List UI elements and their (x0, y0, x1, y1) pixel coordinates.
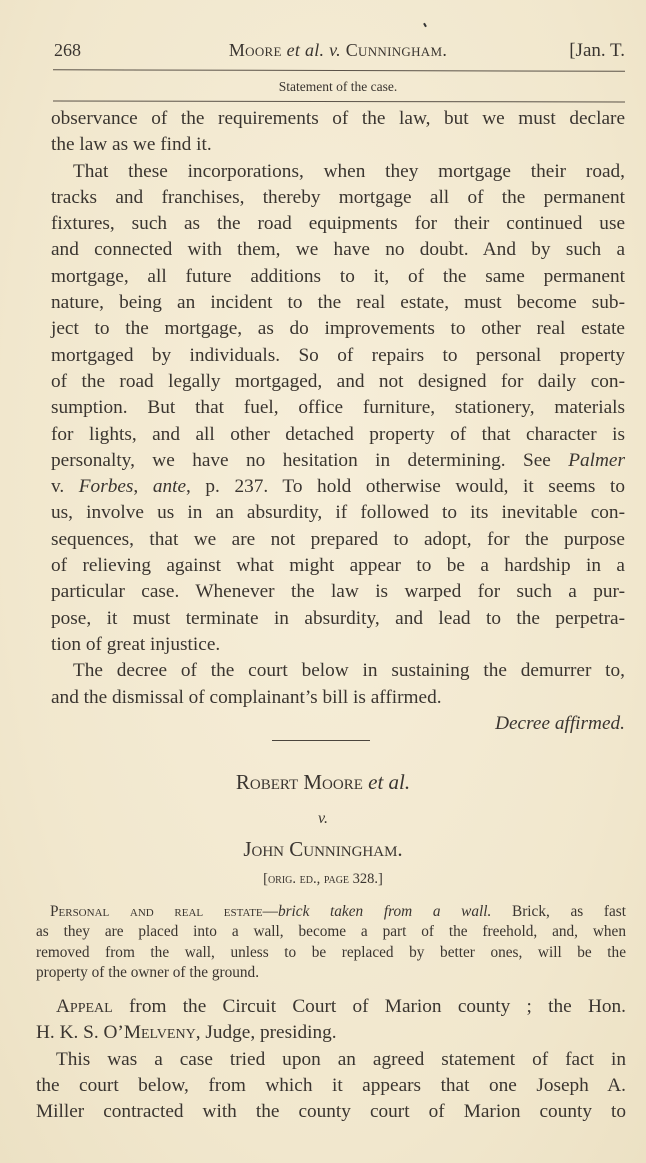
text-line: This was a case tried upon an agreed statement of fact in (56, 1048, 626, 1070)
text-line: The decree of the court below in sustaining the demurrer to, (73, 660, 625, 682)
text-line: the law as we find it. (51, 134, 212, 156)
case-citation-forbes: Forbes (78, 476, 134, 498)
title-party-2: Cunningham. (345, 40, 448, 60)
headnote-lines (36, 922, 626, 983)
judge-name: Melveny (123, 1022, 196, 1044)
running-header (51, 40, 625, 64)
term-label: [Jan. T. (569, 40, 625, 61)
opinion-lines-2 (51, 500, 625, 710)
text-line: property of the owner of the ground. (36, 963, 260, 981)
subheader-rule (53, 101, 625, 103)
text-line: fixtures, such as the road equipments for their continued use (51, 213, 625, 235)
text-span: from the Circuit Court of Marion county ; the Hon. (112, 996, 626, 1017)
plaintiff-et-al: et al. (362, 770, 411, 794)
appeal-caps: Appeal (56, 996, 113, 1017)
text-line: ject to the mortgage, as do improvements to other real estate (51, 318, 625, 340)
text-span: personalty, we have no hesitation in determining. See (51, 449, 569, 471)
text-span: , p. 237. To hold otherwise would, it seems to (186, 476, 626, 498)
text-line: tion of great injustice. (51, 633, 221, 655)
headnote (36, 902, 626, 983)
plaintiff-caps: Robert Moore (235, 770, 363, 794)
text-line: observance of the requirements of the law, but we must declare (51, 108, 625, 129)
case-statement (36, 994, 626, 1125)
text-line (51, 474, 625, 500)
running-title (51, 40, 625, 61)
text-line: the court below, from which it appears that one Joseph A. (36, 1074, 626, 1096)
plaintiff-name (0, 770, 646, 795)
judge-line (36, 1020, 626, 1046)
headnote-subtopic: brick taken from a wall. (277, 903, 492, 920)
text-line: and connected with them, we have no doubt. And by such a (51, 239, 625, 261)
text-span: Brick, as fast (491, 903, 626, 920)
text-line: us, involve us in an absurdity, if followed to its inevitable con- (51, 502, 625, 524)
text-line: tracks and franchises, thereby mortgage all of the permanent (51, 186, 625, 208)
text-line: That these incorporations, when they mortgage their road, (73, 160, 625, 182)
text-span: , Judge, presiding. (195, 1022, 337, 1044)
case-citation-palmer: Palmer (568, 449, 625, 471)
title-et-al: et al. v. (281, 40, 346, 60)
section-subheader: Statement of the case. (278, 79, 398, 94)
defendant-name: John Cunningham. (243, 837, 403, 861)
opinion-text (51, 106, 625, 737)
title-party-1: Moore (228, 40, 282, 60)
opinion-lines-1 (51, 106, 625, 448)
versus: v. (318, 810, 328, 827)
text-line (51, 448, 625, 474)
text-line: for lights, and all other detached property of that character is (51, 423, 625, 445)
text-line: of the road legally mortgaged, and not designed for daily con- (51, 370, 625, 392)
text-span: v. (51, 476, 79, 498)
text-line: mortgage, all future additions to it, of the same permanent (51, 265, 625, 287)
text-span: , (133, 476, 153, 498)
original-edition-ref: [orig. ed., page 328.] (263, 871, 383, 887)
text-line: nature, being an incident to the real estate, must become sub- (51, 292, 625, 314)
text-line: mortgaged by individuals. So of repairs to personal property (51, 344, 625, 366)
text-line: Miller contracted with the county court of Marion county to (36, 1101, 626, 1123)
headnote-topic: Personal and real estate (50, 903, 263, 920)
text-line: and the dismissal of complainant’s bill is affirmed. (51, 686, 442, 708)
text-line: of relieving against what might appear to be a hardship in a (51, 555, 625, 577)
headnote-line (36, 902, 626, 922)
text-line: removed from the wall, unless to be replaced by better ones, will be the (36, 943, 626, 961)
decree-affirmed: Decree affirmed. (495, 712, 625, 734)
case-separator-rule (272, 740, 370, 741)
text-line: particular case. Whenever the law is warped for such a pur- (51, 581, 625, 603)
text-span: — (262, 903, 278, 920)
text-line: sumption. But that fuel, office furniture, stationery, materials (51, 397, 625, 419)
ink-speck (423, 23, 427, 27)
text-line: sequences, that we are not prepared to adopt, for the purpose (51, 528, 625, 550)
text-line: as they are placed into a wall, become a part of the freehold, and, when (36, 923, 626, 941)
text-line: pose, it must terminate in absurdity, and lead to the perpetra- (51, 607, 625, 629)
header-rule (53, 69, 625, 71)
appeal-line (36, 994, 626, 1020)
statement-lines (36, 1047, 626, 1126)
page-number: 268 (54, 40, 81, 60)
text-span: H. K. S. O’ (36, 1022, 124, 1044)
citation-ante: ante (152, 476, 187, 498)
